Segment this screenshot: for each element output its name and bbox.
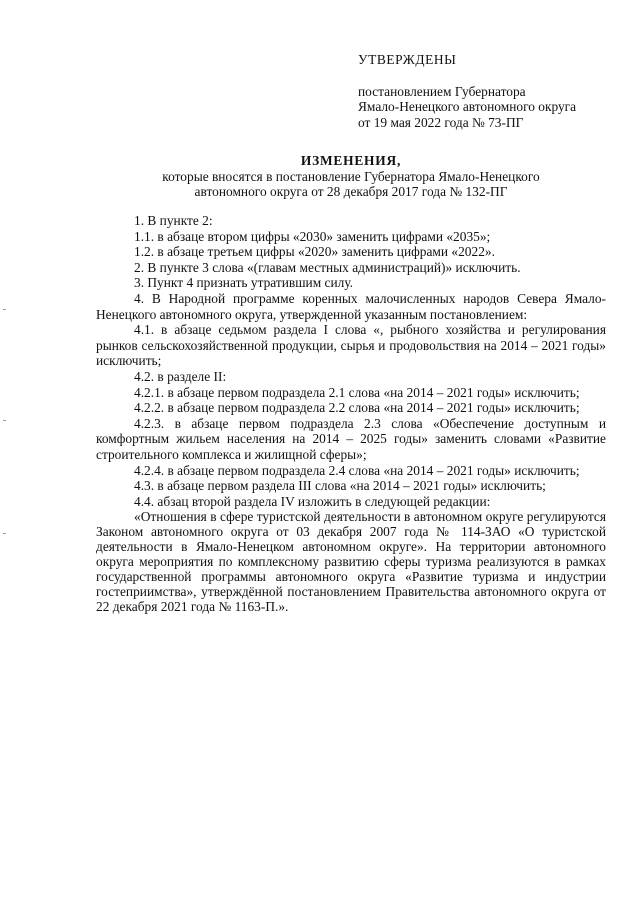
title-subtitle-line-1: которые вносятся в постановление Губернатора Ямало-Ненецкого [162,168,540,184]
paragraph: 4.4. абзац второй раздела IV изложить в следующей редакции: [134,493,491,509]
paragraph: 4.3. в абзаце первом раздела III слова «на 2014 – 2021 годы» исключить; [134,478,546,494]
approval-block [358,52,628,130]
approval-line-2: Ямало-Ненецкого автономного округа [358,99,577,114]
paragraph: 4.2. в разделе II: [134,368,227,384]
paragraph: 4. В Народной программе коренных малочисленных народов Севера Ямало-Ненецкого автономного округа, утвержденной указанным постановлением: [96,290,606,322]
scan-margin-mark [3,533,6,534]
document-title [96,153,606,200]
paragraph: 1.1. в абзаце втором цифры «2030» заменить цифрами «2035»; [134,228,491,244]
paragraph: 4.2.1. в абзаце первом подраздела 2.1 слова «на 2014 – 2021 годы» исключить; [134,384,580,400]
title-subtitle-line-2: автономного округа от 28 декабря 2017 года № 132-ПГ [194,184,508,199]
scan-margin-mark [3,420,6,421]
approval-line-1: постановлением Губернатора [358,83,526,99]
paragraph: 2. В пункте 3 слова «(главам местных администраций)» исключить. [134,259,521,275]
title-heading: ИЗМЕНЕНИЯ, [300,153,402,168]
paragraph: 1.2. в абзаце третьем цифры «2020» заменить цифрами «2022». [134,244,495,260]
document-body [96,213,606,614]
approval-line-3: от 19 мая 2022 года № 73-ПГ [358,114,524,130]
scan-margin-mark [3,309,6,310]
approved-stamp-word: УТВЕРЖДЕНЫ [358,52,457,67]
paragraph: 1. В пункте 2: [134,213,213,228]
quoted-paragraph: «Отношения в сфере туристской деятельности в автономном округе регулируются Законом автономного округа от 03 декабря 2007 года № 114-ЗАО «О туристской деятельности в Ямало-Ненецком автономном округе». На территории автономного округа мероприятия по комплексному развитию сферы туризма реализуются в рамках государственной программы автономного округа «Развитие туризма и индустрии гостеприимства», утверждённой постановлением Правительства автономного округа от 22 декабря 2021 года № 1163-П.». [96,509,606,615]
paragraph: 4.2.4. в абзаце первом подраздела 2.4 слова «на 2014 – 2021 годы» исключить; [134,462,580,478]
paragraph: 3. Пункт 4 признать утратившим силу. [134,275,354,291]
paragraph: 4.2.3. в абзаце первом подраздела 2.3 слова «Обеспечение доступным и комфортным жильем населения на 2014 – 2025 годы» заменить словами «Развитие строительного комплекса и жилищной сферы»; [96,415,606,462]
paragraph: 4.2.2. в абзаце первом подраздела 2.2 слова «на 2014 – 2021 годы» исключить; [134,400,580,416]
paragraph: 4.1. в абзаце седьмом раздела I слова «, рыбного хозяйства и регулирования рынков сельскохозяйственной продукции, сырья и продовольствия на 2014 – 2021 годы» исключить; [96,322,606,369]
